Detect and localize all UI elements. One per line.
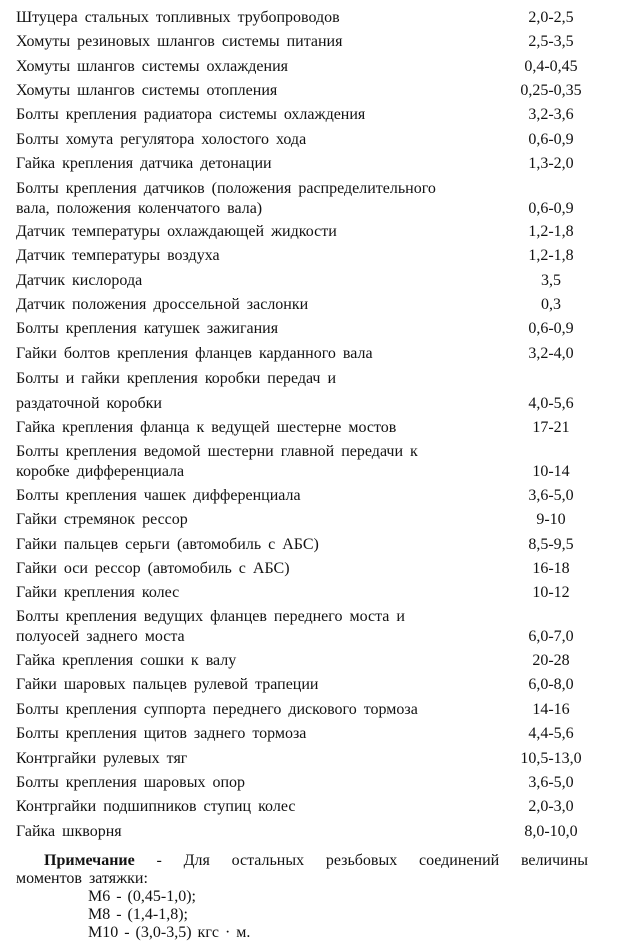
row-value: 4,4-5,6	[528, 725, 574, 742]
row-value: 3,6-5,0	[528, 774, 574, 791]
row-label: Гайка крепления датчика детонации	[16, 155, 272, 172]
row-value: 0,4-0,45	[524, 58, 578, 75]
note-title: Примечание	[44, 852, 135, 869]
table-row	[16, 700, 596, 720]
row-label: Гайка шкворня	[16, 823, 122, 840]
table-row	[16, 105, 596, 125]
row-label: Хомуты шлангов системы отопления	[16, 82, 278, 99]
row-value: 14-16	[532, 701, 570, 718]
table-row	[16, 535, 596, 555]
table-row	[16, 222, 596, 242]
row-value: 16-18	[532, 560, 570, 577]
row-label: Датчик кислорода	[16, 272, 143, 289]
row-value: 1,3-2,0	[528, 155, 574, 172]
row-label: Болты крепления щитов заднего тормоза	[16, 725, 307, 742]
row-value: 3,5	[541, 272, 561, 289]
row-label: Датчик положения дроссельной заслонки	[16, 296, 309, 313]
table-row	[16, 81, 596, 101]
row-value: 9-10	[536, 511, 566, 528]
table-row	[16, 130, 596, 150]
row-value: 4,0-5,6	[528, 395, 574, 412]
row-label: Болты крепления чашек дифференциала	[16, 487, 301, 504]
row-value: 10-12	[532, 584, 570, 601]
row-label: Болты крепления радиатора системы охлаждения	[16, 106, 366, 123]
row-value: 2,0-2,5	[528, 9, 574, 26]
table-row	[16, 724, 596, 744]
row-label: Гайка крепления фланца к ведущей шестерне мостов	[16, 419, 397, 436]
row-label: Болты хомута регулятора холостого хода	[16, 131, 307, 148]
note-size-m6: М6 - (0,45-1,0);	[88, 888, 196, 905]
row-label: раздаточной коробки	[16, 395, 162, 412]
row-value: 2,0-3,0	[528, 798, 574, 815]
row-label: Контргайки рулевых тяг	[16, 750, 188, 767]
row-value: 17-21	[532, 419, 570, 436]
row-value: 1,2-1,8	[528, 247, 574, 264]
row-label: Хомуты резиновых шлангов системы питания	[16, 33, 343, 50]
table-row	[16, 442, 596, 482]
row-label: Гайка крепления сошки к валу	[16, 652, 237, 669]
note-line-1	[16, 852, 588, 870]
table-row	[16, 583, 596, 603]
row-value: 2,5-3,5	[528, 33, 574, 50]
row-label: Болты крепления шаровых опор	[16, 774, 245, 791]
row-label: Болты крепления ведущих фланцев переднего моста и полуосей заднего моста	[16, 608, 405, 645]
row-value: 3,2-4,0	[528, 345, 574, 362]
row-label: Контргайки подшипников ступиц колес	[16, 798, 296, 815]
row-label: Гайки шаровых пальцев рулевой трапеции	[16, 676, 319, 693]
table-row	[16, 344, 596, 364]
row-label: Датчик температуры охлаждающей жидкости	[16, 223, 337, 240]
row-label: Гайки болтов крепления фланцев карданного вала	[16, 345, 373, 362]
table-row	[16, 486, 596, 506]
table-row	[16, 179, 596, 219]
row-label: Датчик температуры воздуха	[16, 247, 220, 264]
row-label: Гайки стремянок рессор	[16, 511, 188, 528]
row-label: Болты крепления датчиков (положения распределительного вала, положения коленчатого вала)	[16, 180, 436, 217]
table-row	[16, 369, 596, 389]
table-row	[16, 32, 596, 52]
row-label: Болты крепления катушек зажигания	[16, 320, 279, 337]
row-value: 6,0-7,0	[528, 628, 574, 645]
note-text: - Для остальных резьбовых соединений величины	[156, 852, 589, 869]
row-value: 10-14	[532, 463, 570, 480]
row-label: Штуцера стальных топливных трубопроводов	[16, 9, 340, 26]
table-row	[16, 8, 596, 28]
note-size-m10: М10 - (3,0-3,5) кгс · м.	[88, 924, 251, 941]
row-value: 0,3	[541, 296, 561, 313]
table-row	[16, 607, 596, 647]
table-row	[16, 797, 596, 817]
table-row	[16, 394, 596, 414]
row-value: 0,6-0,9	[528, 131, 574, 148]
table-row	[16, 319, 596, 339]
table-row	[16, 510, 596, 530]
row-value: 20-28	[532, 652, 570, 669]
row-value: 8,5-9,5	[528, 536, 574, 553]
row-value: 1,2-1,8	[528, 223, 574, 240]
note-line-2: моментов затяжки:	[16, 870, 148, 887]
table-row	[16, 651, 596, 671]
table-row	[16, 295, 596, 315]
row-label: Гайки пальцев серьги (автомобиль с АБС)	[16, 536, 319, 553]
table-row	[16, 246, 596, 266]
table-row	[16, 57, 596, 77]
row-label: Болты крепления ведомой шестерни главной передачи к коробке дифференциала	[16, 443, 418, 480]
row-label: Болты крепления суппорта переднего дискового тормоза	[16, 701, 418, 718]
note-block	[16, 852, 588, 942]
table-row	[16, 559, 596, 579]
row-value: 3,6-5,0	[528, 487, 574, 504]
row-label: Болты и гайки крепления коробки передач и	[16, 370, 337, 387]
table-row	[16, 154, 596, 174]
table-row	[16, 418, 596, 438]
table-row	[16, 271, 596, 291]
row-label: Хомуты шлангов системы охлаждения	[16, 58, 288, 75]
row-label: Гайки крепления колес	[16, 584, 180, 601]
row-value: 0,25-0,35	[520, 82, 582, 99]
row-value: 0,6-0,9	[528, 200, 574, 217]
row-value: 6,0-8,0	[528, 676, 574, 693]
table-row	[16, 675, 596, 695]
row-value: 8,0-10,0	[524, 823, 578, 840]
row-value: 0,6-0,9	[528, 320, 574, 337]
table-row	[16, 749, 596, 769]
row-value: 3,2-3,6	[528, 106, 574, 123]
row-label: Гайки оси рессор (автомобиль с АБС)	[16, 560, 290, 577]
note-size-m8: М8 - (1,4-1,8);	[88, 906, 188, 923]
table-row	[16, 773, 596, 793]
row-value: 10,5-13,0	[520, 750, 582, 767]
table-row	[16, 822, 596, 842]
